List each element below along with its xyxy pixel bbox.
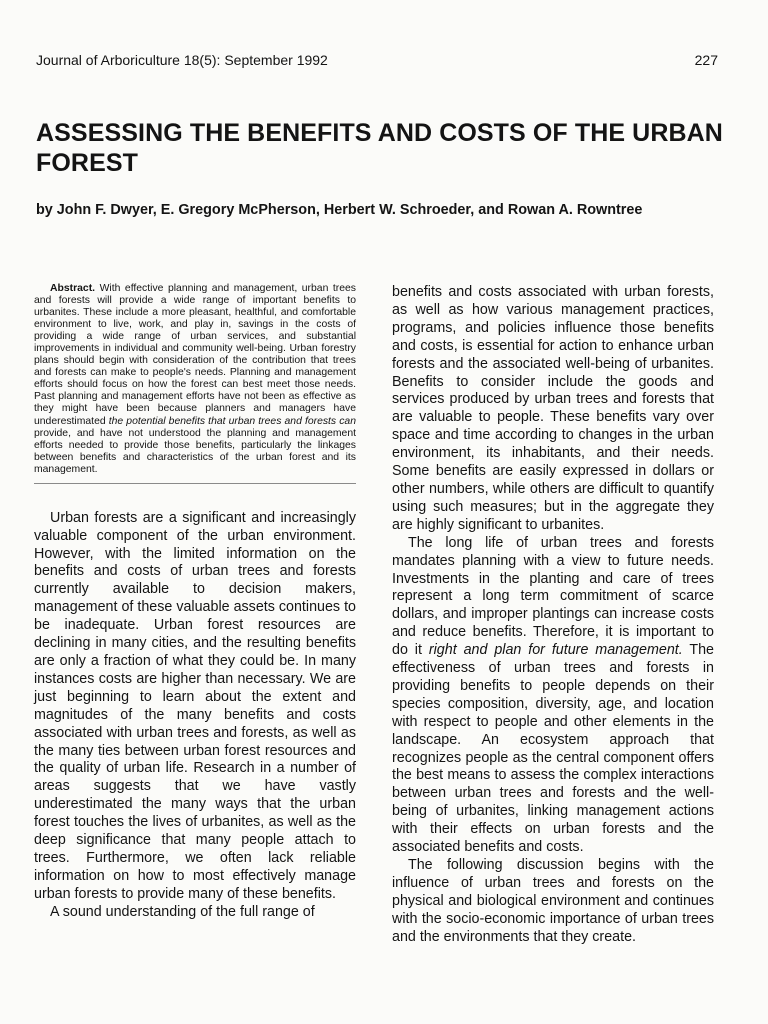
journal-citation: Journal of Arboriculture 18(5): September 1992 — [36, 52, 328, 68]
body-paragraph-3-italic: right and plan for future management. — [428, 642, 683, 659]
right-column — [392, 284, 714, 947]
abstract-label: Abstract. — [50, 283, 96, 294]
body-paragraph-2-start: A sound understanding of the full range of — [50, 903, 315, 920]
abstract-divider — [34, 483, 356, 484]
abstract — [34, 283, 356, 476]
body-paragraph-3-a: The long life of urban trees and forests mandates planning with a view to future needs. Investments in the planting and care of trees represent a long term commitment of scarce dollars, and improper plantings can increase costs and reduce benefits. Therefore, it is important to do it — [392, 534, 714, 659]
body-paragraph-2-continued: benefits and costs associated with urban forests, as well as how various management practices, programs, and policies influence those benefits and costs, is essential for action to enhance urban forests and the associated well-being of urbanites. Benefits to consider include the goods and services produced by urban trees and forests that are valuable to people. These benefits vary over space and time according to changes in the urban environment, its inhabitants, and their needs. Some benefits are easily expressed in dollars or other numbers, while others are difficult to quantify using such measures; but in the aggregate they are highly significant to urbanites. — [392, 284, 714, 533]
body-paragraph-3-b: The effectiveness of urban trees and forests in providing benefits to people depends on their species composition, diversity, age, and location with respect to people and other elements in the landscape. An ecosystem approach that recognizes people as the central component offers the best means to assess the complex interactions between urban trees and forests and the well-being of urbanites, linking management actions with their effects on urban forests and the associated benefits and costs. — [392, 642, 714, 856]
body-paragraph-4: The following discussion begins with the influence of urban trees and forests on the physical and biological environment and continues with the socio-economic importance of urban trees and the environments that they create. — [392, 857, 714, 945]
body-paragraph-1: Urban forests are a significant and increasingly valuable component of the urban environment. However, with the limited information on the benefits and costs of urban trees and forests currently available to decision makers, management of these valuable assets continues to be inadequate. Urban forest resources are declining in many cities, and the resulting benefits are only a fraction of what they could be. In many instances costs are higher than necessary. We are just beginning to learn about the extent and magnitudes of the many benefits and costs associated with urban trees and forests, as well as the many ties between urban forest resources and the quality of urban life. Research in a number of areas suggests that we have vastly underestimated the many ways that the urban forest touches the lives of urbanites, as well as the deep significance that many people attach to trees. Furthermore, we often lack reliable information on how to most effectively manage urban forests to provide many of these benefits. — [34, 509, 356, 902]
article-title: ASSESSING THE BENEFITS AND COSTS OF THE URBAN FOREST — [36, 119, 723, 177]
running-header — [36, 51, 718, 69]
left-column — [34, 283, 356, 922]
abstract-text-b: provide, and have not understood the planning and management efforts needed to provide those benefits, particularly the linkages between benefits and characteristics of the urban forest and its management. — [34, 427, 356, 475]
abstract-text-italic: the potential benefits that urban trees and forests can — [108, 415, 356, 427]
author-byline: by John F. Dwyer, E. Gregory McPherson, Herbert W. Schroeder, and Rowan A. Rowntree — [36, 202, 643, 218]
page-number: 227 — [694, 52, 718, 68]
body-paragraph-3 — [392, 535, 714, 857]
abstract-text-a: With effective planning and management, urban trees and forests will provide a wide range of important benefits to urbanites. These include a more pleasant, healthful, and comfortable environment to live, work, and play in, savings in the costs of providing a wide range of urban services, and substantial improvements in individual and community well-being. Urban forestry plans should begin with consideration of the contribution that trees and forests can make to people's needs. Planning and management efforts should focus on how the forest can best meet those needs. Past planning and management efforts have not been as effective as they might have been because planners and managers have underestimated — [34, 283, 356, 427]
